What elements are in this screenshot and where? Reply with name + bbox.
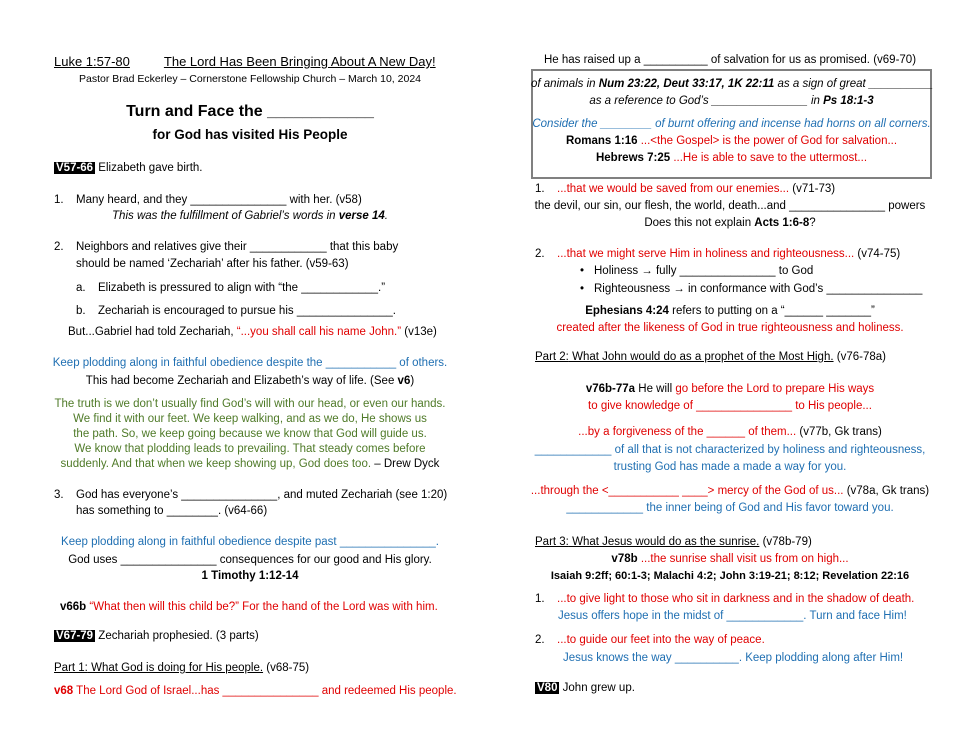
verse-text: “What then will this child be?” For the hand of the Lord was with him. <box>86 601 438 613</box>
point-number: 2. <box>535 634 545 646</box>
v80-text: John grew up. <box>559 682 635 694</box>
verse-red: go before the Lord to prepare His ways <box>675 383 875 395</box>
point-number: 1. <box>535 593 545 605</box>
quote-text: suddenly. And that when we keep showing up, God does too. <box>60 458 375 470</box>
verse-label: v78b <box>611 553 638 565</box>
point-text: God has everyone’s _______________, and muted Zechariah (see 1:20) <box>76 489 448 501</box>
note-end: . <box>384 210 388 222</box>
sunrise-point-2 <box>535 633 765 648</box>
bullet-icon: • <box>580 265 585 277</box>
point-text: Many heard, and they _______________ with her. (v58) <box>76 194 362 206</box>
way-ref: v6 <box>397 375 411 387</box>
way-of-life <box>40 374 460 389</box>
box-ref: Ps 18:1-3 <box>823 95 874 107</box>
sub-letter: a. <box>76 282 86 294</box>
verse-red: ...the sunrise shall visit us from on high... <box>637 553 849 565</box>
point-number: 2. <box>54 241 64 253</box>
v67-line <box>54 629 259 644</box>
byline: Pastor Brad Eckerley – Cornerstone Fellowship Church – March 10, 2024 <box>79 73 421 85</box>
part-label: Part 3: <box>535 536 569 548</box>
point-2a <box>76 281 385 296</box>
part-label: Part 2: <box>535 351 569 363</box>
note-text: This was the fulfillment of Gabriel’s words in <box>112 210 339 222</box>
point-text: Neighbors and relatives give their ____________ that this baby <box>76 241 399 253</box>
way-text: This had become Zechariah and Elizabeth’s way of life. (See <box>85 375 398 387</box>
box-text: as a reference to God’s _______________ in <box>589 95 824 107</box>
quote-line: We know that plodding leads to prevailing. That steady comes before <box>74 443 426 455</box>
timothy-ref: 1 Timothy 1:12-14 <box>201 570 299 582</box>
right-point-1 <box>535 182 835 197</box>
cross-references: Isaiah 9:2ff; 60:1-3; Malachi 4:2; John 3:19-21; 8:12; Revelation 22:16 <box>550 570 910 582</box>
v80-line <box>535 681 635 696</box>
plod-line-1: Keep plodding along in faithful obedience despite the ___________ of others. <box>52 357 448 369</box>
part-ref: (v76-78a) <box>833 351 886 363</box>
point-red-text: ...that we might serve Him in holiness and righteousness... <box>557 248 855 260</box>
box-line-2 <box>531 94 932 109</box>
v78a-line <box>510 484 950 499</box>
point-red-text: ...that we would be saved from our enemies... <box>557 183 790 195</box>
point-ref: (v74-75) <box>854 248 901 260</box>
header-line <box>54 54 436 69</box>
bullet-text: Holiness → fully _______________ to God <box>594 265 814 277</box>
point-ref: (v71-73) <box>789 183 836 195</box>
right-point-1-line3 <box>510 216 950 231</box>
part-3-heading <box>535 535 812 550</box>
quote-author: – Drew Dyck <box>374 458 440 470</box>
point-3 <box>54 488 447 503</box>
verse-red: ...through the <___________ ____> mercy of the God of us... <box>530 485 844 497</box>
god-uses: God uses _______________ consequences for our good and His glory. <box>68 554 432 566</box>
v77-blue-2: trusting God has made a made a way for you. <box>613 461 847 473</box>
gabriel-line <box>68 325 437 340</box>
verse-label: v76b-77a <box>585 383 636 395</box>
point-2-line2: should be named ‘Zechariah’ after his father. (v59-63) <box>76 258 349 270</box>
point-2b <box>76 304 396 319</box>
note-ref: verse 14 <box>338 210 385 222</box>
v68-line <box>54 684 457 699</box>
line-text: Does this not explain <box>644 217 755 229</box>
box-ref: Romans 1:16 <box>565 135 638 147</box>
v77-blue-1: ____________ of all that is not characterized by holiness and righteousness, <box>534 444 926 456</box>
eph-text: refers to putting on a “______ _______” <box>668 305 875 317</box>
v67-text: Zechariah prophesied. (3 parts) <box>95 630 259 642</box>
verse-tag: V80 <box>537 682 558 694</box>
point-red-text: ...to give light to those who sit in darkness and in the shadow of death. <box>557 593 915 605</box>
part-text: What God is doing for His people. <box>87 662 264 674</box>
sub-letter: b. <box>76 305 86 317</box>
point-1-note <box>40 209 460 224</box>
v57-line <box>54 161 203 176</box>
sunrise-point-1-blue: Jesus offers hope in the midst of ____________. Turn and face Him! <box>558 610 907 622</box>
part-1-heading <box>54 661 309 676</box>
bullet-icon: • <box>580 283 585 295</box>
verse-tag: V57-66 <box>56 162 94 174</box>
part-text: What Jesus would do as the sunrise. <box>568 536 760 548</box>
point-red-text: ...to guide our feet into the way of peace. <box>557 634 765 646</box>
raised-line: He has raised up a __________ of salvation for us as promised. (v69-70) <box>543 54 917 66</box>
ephesians-line <box>510 304 950 319</box>
box-quote: ...<the Gospel> is the power of God for salvation... <box>637 135 898 147</box>
box-line-3: Consider the ________ of burnt offering and incense had horns on all corners. <box>532 118 931 130</box>
way-end: ) <box>410 375 415 387</box>
quote-line: The truth is we don’t usually find God’s will with our head, or even our hands. <box>54 398 446 410</box>
v78a-blue: ____________ the inner being of God and His favor toward you. <box>566 502 894 514</box>
box-quote: ...He is able to save to the uttermost... <box>670 152 868 164</box>
part-label: Part 1: <box>54 662 88 674</box>
gabriel-quote: “...you shall call his name John.” <box>236 326 402 338</box>
verse-ref: (v78a, Gk trans) <box>843 485 930 497</box>
bullet-righteousness <box>580 282 922 297</box>
box-text: of animals in <box>531 78 599 90</box>
line-end: ? <box>809 217 816 229</box>
box-ref: Num 23:22, Deut 33:17, 1K 22:11 <box>598 78 775 90</box>
point-number: 1. <box>535 183 545 195</box>
v78b-line <box>510 552 950 567</box>
v76-line <box>510 382 950 397</box>
point-3-line2: has something to ________. (v64-66) <box>76 505 268 517</box>
box-ref: Hebrews 7:25 <box>595 152 671 164</box>
point-number: 1. <box>54 194 64 206</box>
part-ref: (v78b-79) <box>759 536 812 548</box>
ephesians-quote: created after the likeness of God in true righteousness and holiness. <box>556 322 904 334</box>
main-title: Turn and Face the ____________ <box>126 103 374 120</box>
v66b-line <box>60 600 438 615</box>
scripture-ref: Luke 1:57-80 <box>54 54 130 69</box>
v77-line <box>510 425 950 440</box>
subtitle: for God has visited His People <box>152 127 348 142</box>
eph-ref: Ephesians 4:24 <box>585 305 669 317</box>
part-ref: (v68-75) <box>263 662 310 674</box>
verse-ref: (v77b, Gk trans) <box>796 426 882 438</box>
verse-label: v68 <box>54 685 74 697</box>
verse-label: v66b <box>60 601 87 613</box>
gabriel-ref: (v13e) <box>401 326 437 338</box>
plod-line-2: Keep plodding along in faithful obedience despite past _______________. <box>61 536 439 548</box>
point-1 <box>54 193 362 208</box>
quote-line: the path. So, we keep going because we know that God will guide us. <box>73 428 427 440</box>
sermon-title: The Lord Has Been Bringing About A New Day! <box>163 54 436 69</box>
part-text: What John would do as a prophet of the Most High. <box>568 351 834 363</box>
verse-text: He will <box>635 383 676 395</box>
point-number: 3. <box>54 489 64 501</box>
sunrise-point-1 <box>535 592 914 607</box>
bullet-holiness <box>580 264 813 279</box>
point-number: 2. <box>535 248 545 260</box>
part-2-heading <box>535 350 886 365</box>
v57-text: Elizabeth gave birth. <box>95 162 203 174</box>
right-point-1-line2: the devil, our sin, our flesh, the world, death...and _______________ powers <box>534 200 926 212</box>
bullet-text: Righteousness → in conformance with God’s _______________ <box>594 283 923 295</box>
right-point-2 <box>535 247 900 262</box>
line-ref: Acts 1:6-8 <box>754 217 810 229</box>
box-line-4 <box>531 134 932 149</box>
box-text-end: as a sign of great __________ <box>774 78 933 90</box>
sunrise-point-2-blue: Jesus knows the way __________. Keep plodding along after Him! <box>563 652 904 664</box>
quote-last-line <box>40 457 460 472</box>
sub-text: Zechariah is encouraged to pursue his _______________. <box>98 305 396 317</box>
point-2 <box>54 240 398 255</box>
box-line-5 <box>531 151 932 166</box>
verse-tag: V67-79 <box>56 630 94 642</box>
quote-line: We find it with our feet. We keep walking, and as we do, He shows us <box>73 413 427 425</box>
verse-text: The Lord God of Israel...has _______________ and redeemed His people. <box>73 685 457 697</box>
verse-red: ...by a forgiveness of the ______ of them... <box>578 426 797 438</box>
box-line-1 <box>531 77 932 92</box>
v76-line2: to give knowledge of _______________ to His people... <box>588 400 872 412</box>
sub-text: Elizabeth is pressured to align with “the ____________.” <box>98 282 386 294</box>
gabriel-text: But...Gabriel had told Zechariah, <box>68 326 237 338</box>
